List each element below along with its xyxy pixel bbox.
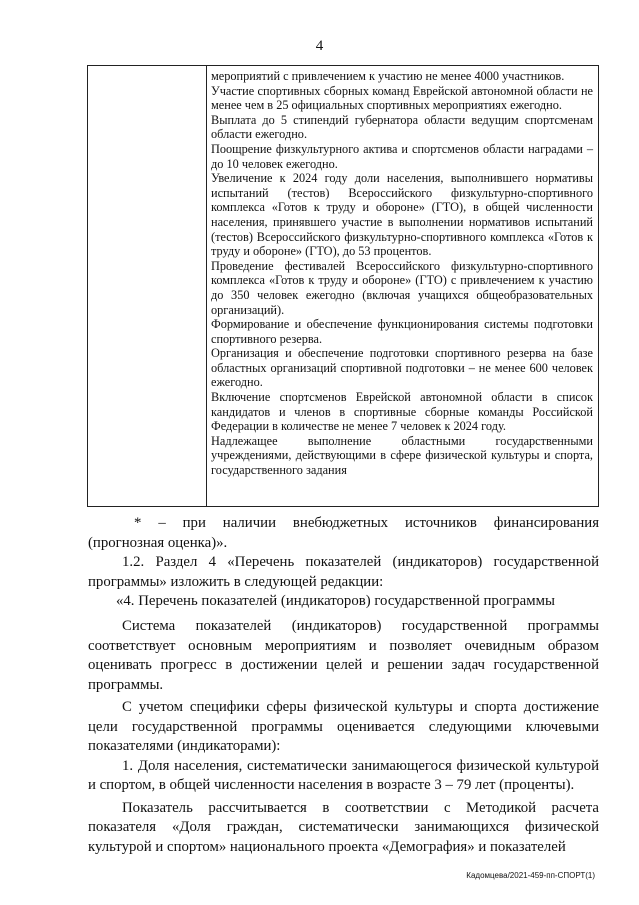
table-item: Включение спортсменов Еврейской автономной области в список кандидатов и членов в спортивные сборные команды Российской Федерации в количестве не менее 7 человек к 2024 году. [211,390,593,434]
section-title: «4. Перечень показателей (индикаторов) государственной программы [116,593,555,609]
table-item: Организация и обеспечение подготовки спортивного резерва на базе областных организаций спортивной подготовки – не менее 600 человек ежегодно. [211,346,593,390]
table-item: Формирование и обеспечение функционирования системы подготовки спортивного резерва. [211,317,593,346]
table-item: Выплата до 5 стипендий губернатора области ведущим спортсменам области ежегодно. [211,112,593,142]
paragraph: Показатель рассчитывается в соответствии с Методикой расчета показателя «Доля граждан, систематически занимающихся физической культурой и спортом» национального проекта «Демография» и показателей [88,799,599,855]
body-text-main [88,617,599,857]
table-item: мероприятий с привлечением к участию не менее 4000 участников. [211,69,565,83]
section-line: 1.2. Раздел 4 «Перечень показателей (индикаторов) государственной программы» изложить в следующей редакции: [88,554,599,590]
table-left-column [88,66,207,506]
table-item: Участие спортивных сборных команд Еврейской автономной области не менее чем в 25 официальных спортивных мероприятиях ежегодно. [211,83,593,113]
paragraph: Система показателей (индикаторов) государственной программы соответствует основным мероприятиям и позволяет очевидным образом оценивать прогресс в достижении целей и решении задач государственной программы. [88,618,599,693]
table-item: Проведение фестивалей Всероссийского физкультурно-спортивного комплекса «Готов к труду и обороне» (ГТО) с привлечением к участию до 350 человек ежегодно (включая учащихся общеобразовательных организаций). [211,258,593,317]
table-item: Надлежащее выполнение областными государственными учреждениями, действующими в сфере физической культуры и спорта, государственного задания [211,433,593,478]
footnote: * – при наличии внебюджетных источников финансирования (прогнозная оценка)». [88,515,599,551]
body-text-top [88,514,599,612]
paragraph: 1. Доля населения, систематически занимающегося физической культурой и спортом, в общей численности населения в возрасте 3 – 79 лет (проценты). [88,757,599,793]
program-table [87,65,599,507]
paragraph: С учетом специфики сферы физической культуры и спорта достижение цели государственной программы оценивается следующими ключевыми показателями (индикаторами): [88,699,599,754]
table-item: Поощрение физкультурного актива и спортсменов области наградами – до 10 человек ежегодно. [211,141,593,171]
table-item: Увеличение к 2024 году доли населения, выполнившего нормативы испытаний (тестов) Всероссийского физкультурно-спортивного комплекса «Готов к труду и обороне» (ГТО), в общей численности населения, принявшего участие в выполнении нормативов испытаний (тестов) Всероссийского физкультурно-спортивного комплекса «Готов к труду и обороне» (ГТО), до 53 процентов. [211,171,593,259]
page-number: 4 [315,38,324,54]
footer-code: Кадомцева/2021-459-пп-СПОРТ(1) [466,871,595,880]
table-right-column [211,69,593,478]
